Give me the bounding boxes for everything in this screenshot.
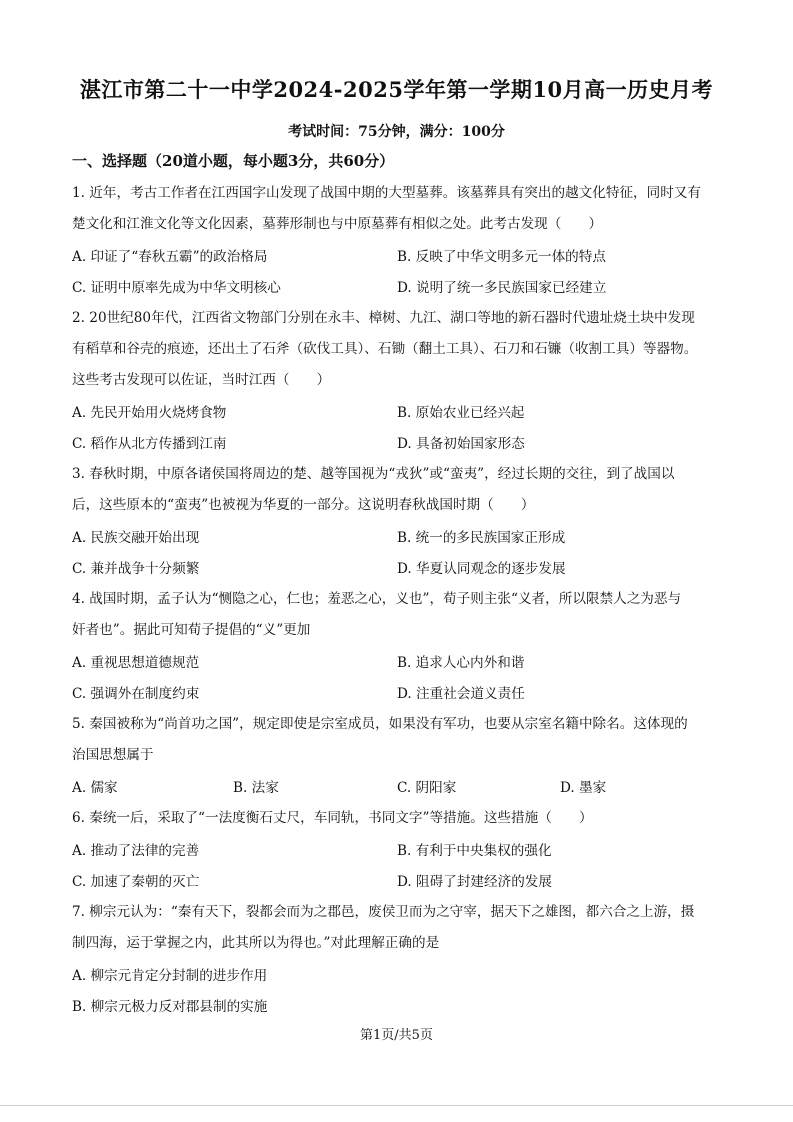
question-5-option-a: A. 儒家 — [72, 780, 118, 796]
question-7-option-b: B. 柳宗元极力反对郡县制的实施 — [72, 999, 268, 1015]
question-line: 1. 近年，考古工作者在江西国字山发现了战国中期的大型墓葬。该墓葬具有突出的越文化特征，同时又有 — [72, 185, 702, 201]
question-5-stem — [72, 709, 724, 771]
question-3-option-b: B. 统一的多民族国家正形成 — [397, 530, 566, 546]
question-7-option-a: A. 柳宗元肯定分封制的进步作用 — [72, 968, 268, 984]
question-6-option-a: A. 推动了法律的完善 — [72, 843, 200, 859]
exam-title: 湛江市第二十一中学2024-2025学年第一学期10月高一历史月考 — [79, 77, 714, 102]
question-line: 楚文化和江淮文化等文化因素，墓葬形制也与中原墓葬有相似之处。此考古发现（ ） — [72, 216, 603, 232]
question-6-option-d: D. 阻碍了封建经济的发展 — [397, 874, 552, 890]
question-1-option-a: A. 印证了“春秋五霸”的政治格局 — [72, 249, 268, 265]
question-1-option-d: D. 说明了统一多民族国家已经建立 — [397, 280, 607, 296]
question-6-option-b: B. 有利于中央集权的强化 — [397, 843, 552, 859]
question-1-option-c: C. 证明中原率先成为中华文明核心 — [72, 280, 281, 296]
question-5-option-d: D. 墨家 — [560, 780, 607, 796]
question-4-stem — [72, 584, 724, 646]
question-line: 2. 20世纪80年代，江西省文物部门分别在永丰、樟树、九江、湖口等地的新石器时代遗址烧土块中发现 — [72, 310, 695, 326]
question-line: 4. 战国时期，孟子认为“恻隐之心，仁也；羞恶之心，义也”，荀子则主张“义者，所以限禁人之为恶与 — [72, 591, 682, 607]
question-line: 治国思想属于 — [72, 747, 154, 763]
page-footer: 第1页/共5页 — [360, 1028, 433, 1043]
question-1-stem — [72, 178, 724, 240]
question-3-option-a: A. 民族交融开始出现 — [72, 530, 200, 546]
question-6-option-c: C. 加速了秦朝的灭亡 — [72, 874, 200, 890]
question-line: 有稻草和谷壳的痕迹，还出土了石斧（砍伐工具）、石锄（翻土工具）、石刀和石镰（收割工具）等器物。 — [72, 341, 698, 357]
question-3-option-c: C. 兼并战争十分频繁 — [72, 561, 200, 577]
question-2-option-c: C. 稻作从北方传播到江南 — [72, 436, 227, 452]
question-line: 6. 秦统一后，采取了“一法度衡石丈尺，车同轨，书同文字”等措施。这些措施（ ） — [72, 810, 593, 826]
question-2-option-a: A. 先民开始用火烧烤食物 — [72, 405, 227, 421]
question-line: 3. 春秋时期，中原各诸侯国将周边的楚、越等国视为“戎狄”或“蛮夷”，经过长期的交往，到了战国以 — [72, 466, 675, 482]
question-4-option-a: A. 重视思想道德规范 — [72, 655, 200, 671]
question-6-stem — [72, 803, 724, 834]
bottom-divider — [0, 1105, 793, 1106]
question-4-option-d: D. 注重社会道义责任 — [397, 686, 525, 702]
question-5-option-c: C. 阴阳家 — [397, 780, 457, 796]
question-2-option-d: D. 具备初始国家形态 — [397, 436, 525, 452]
question-line: 奸者也”。据此可知荀子提倡的“义”更加 — [72, 622, 311, 638]
question-line: 7. 柳宗元认为：“秦有天下，裂都会而为之郡邑，废侯卫而为之守宰，据天下之雄图，都六合之上游，摄 — [72, 904, 695, 920]
question-3-stem — [72, 459, 724, 521]
question-3-option-d: D. 华夏认同观念的逐步发展 — [397, 561, 566, 577]
question-2-stem — [72, 303, 724, 396]
question-4-option-b: B. 追求人心内外和谐 — [397, 655, 525, 671]
question-line: 这些考古发现可以佐证，当时江西（ ） — [72, 372, 331, 388]
section-heading: 一、选择题（20道小题，每小题3分，共60分） — [72, 152, 395, 170]
question-line: 制四海，运于掌握之内，此其所以为得也。”对此理解正确的是 — [72, 935, 440, 951]
question-line: 5. 秦国被称为“尚首功之国”，规定即使是宗室成员，如果没有军功，也要从宗室名籍中除名。这体现的 — [72, 716, 688, 732]
question-4-option-c: C. 强调外在制度约束 — [72, 686, 200, 702]
question-1-option-b: B. 反映了中华文明多元一体的特点 — [397, 249, 606, 265]
question-line: 后，这些原本的“蛮夷”也被视为华夏的一部分。这说明春秋战国时期（ ） — [72, 497, 535, 513]
exam-subtitle: 考试时间：75分钟，满分：100分 — [288, 124, 505, 140]
question-7-stem — [72, 897, 724, 959]
question-5-option-b: B. 法家 — [233, 780, 279, 796]
question-2-option-b: B. 原始农业已经兴起 — [397, 405, 525, 421]
